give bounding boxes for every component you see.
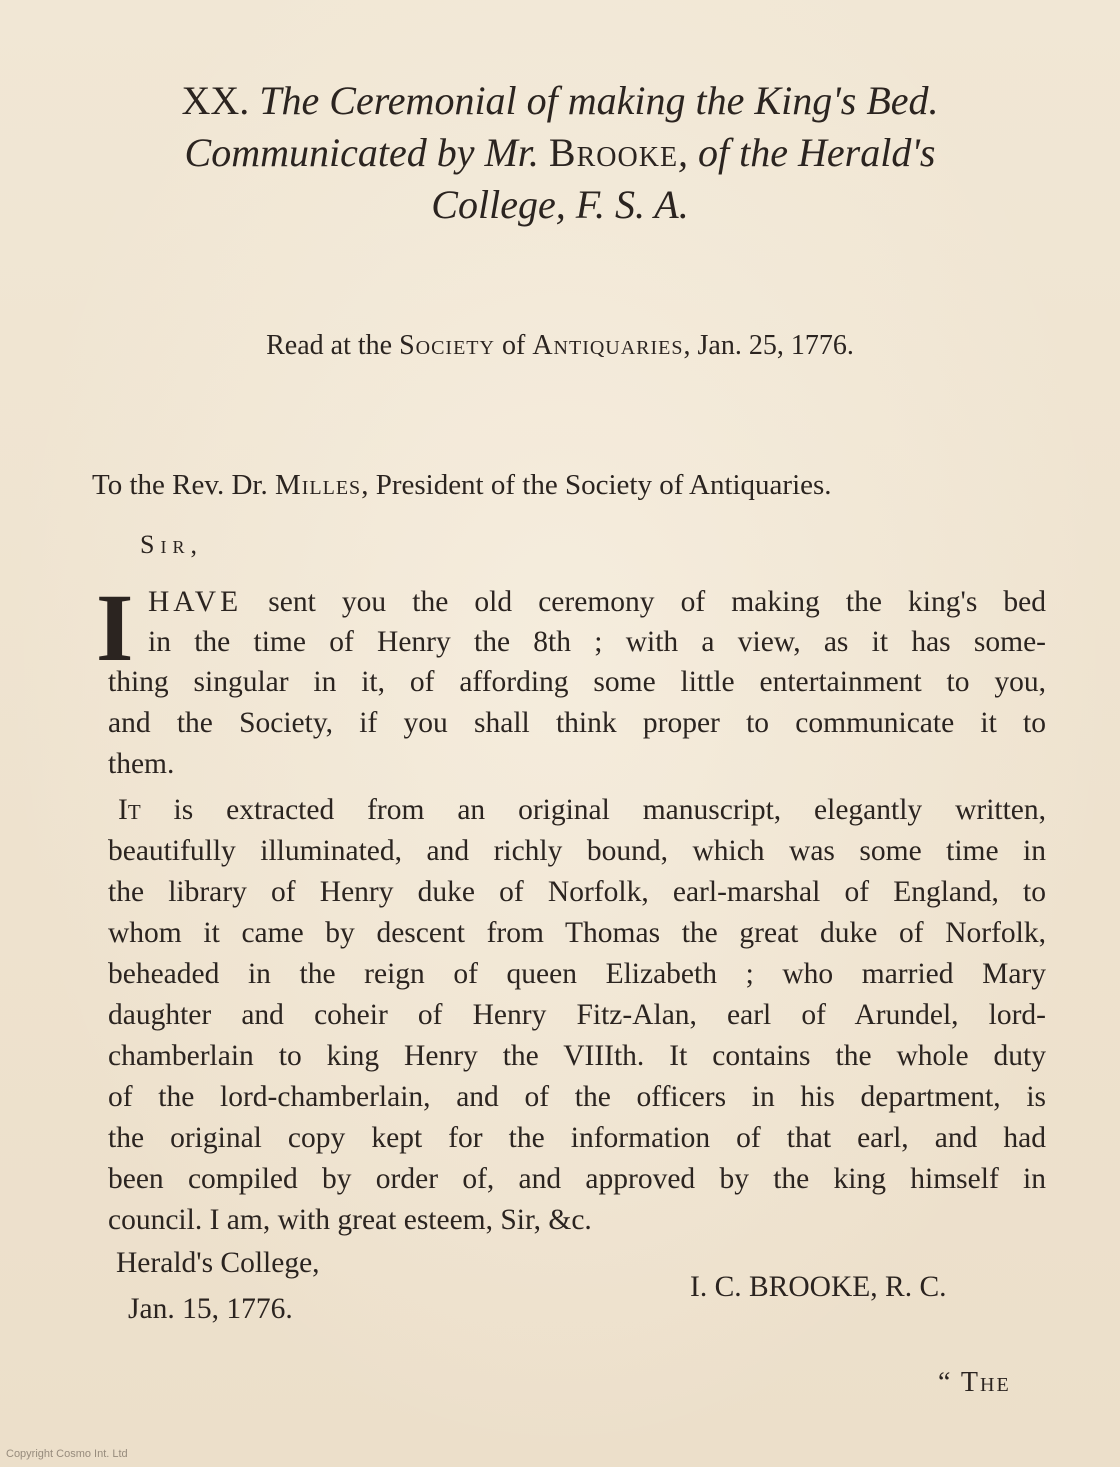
article-title-line-2	[0, 128, 1120, 178]
text-line: beautifully illuminated, and richly bound, which was some time in	[108, 835, 1046, 867]
text-line: thing singular in it, of affording some little entertainment to you,	[108, 666, 1046, 698]
signature: I. C. BROOKE, R. C.	[690, 1271, 947, 1303]
text-line: It is extracted from an original manuscript, elegantly written,	[118, 794, 1046, 826]
copyright-watermark: Copyright Cosmo Int. Ltd	[6, 1448, 128, 1460]
text-line: whom it came by descent from Thomas the great duke of Norfolk,	[108, 917, 1046, 949]
college-fsa: College, F. S. A.	[431, 182, 689, 227]
article-title: The Ceremonial of making the King's Bed.	[259, 78, 939, 123]
closing-date: Jan. 15, 1776.	[128, 1293, 293, 1325]
text-line: in the time of Henry the 8th ; with a view, as it has some-	[148, 626, 1046, 658]
text-line: of the lord-chamberlain, and of the officers in his department, is	[108, 1081, 1046, 1113]
text-line: council. I am, with great esteem, Sir, &c.	[108, 1204, 592, 1236]
text-line: been compiled by order of, and approved by the king himself in	[108, 1163, 1046, 1195]
drop-cap: I	[96, 574, 134, 681]
read-date: , Jan. 25, 1776.	[683, 330, 854, 361]
article-title-line-3	[0, 180, 1120, 230]
closing-place: Herald's College,	[116, 1247, 320, 1279]
text-line: daughter and coheir of Henry Fitz-Alan, earl of Arundel, lord-	[108, 999, 1046, 1031]
communicated-by: Communicated by Mr.	[184, 130, 539, 175]
text-line: the library of Henry duke of Norfolk, earl-marshal of England, to	[108, 876, 1046, 908]
letter-address: To the Rev. Dr. Milles, President of the Society of Antiquaries.	[92, 469, 832, 501]
author-affiliation: , of the Herald's	[678, 130, 936, 175]
text-line: HAVE sent you the old ceremony of making the king's bed	[148, 586, 1047, 618]
read-at-line: Read at the Society of Antiquaries, Jan. 25, 1776.	[266, 330, 854, 361]
author-name: Brooke	[548, 130, 679, 175]
catchword: “ The	[938, 1367, 1011, 1398]
text-line: chamberlain to king Henry the VIIIth. It contains the whole duty	[108, 1040, 1046, 1072]
text-line: beheaded in the reign of queen Elizabeth ; who married Mary	[108, 958, 1046, 990]
article-title-line-1	[0, 76, 1120, 126]
recipient-name: Milles	[274, 469, 362, 501]
text-line: them.	[108, 748, 175, 780]
text-line: and the Society, if you shall think proper to communicate it to	[108, 707, 1046, 739]
salutation: Sir,	[140, 530, 203, 559]
text-line: the original copy kept for the information of that earl, and had	[108, 1122, 1046, 1154]
article-number: XX.	[181, 78, 250, 123]
